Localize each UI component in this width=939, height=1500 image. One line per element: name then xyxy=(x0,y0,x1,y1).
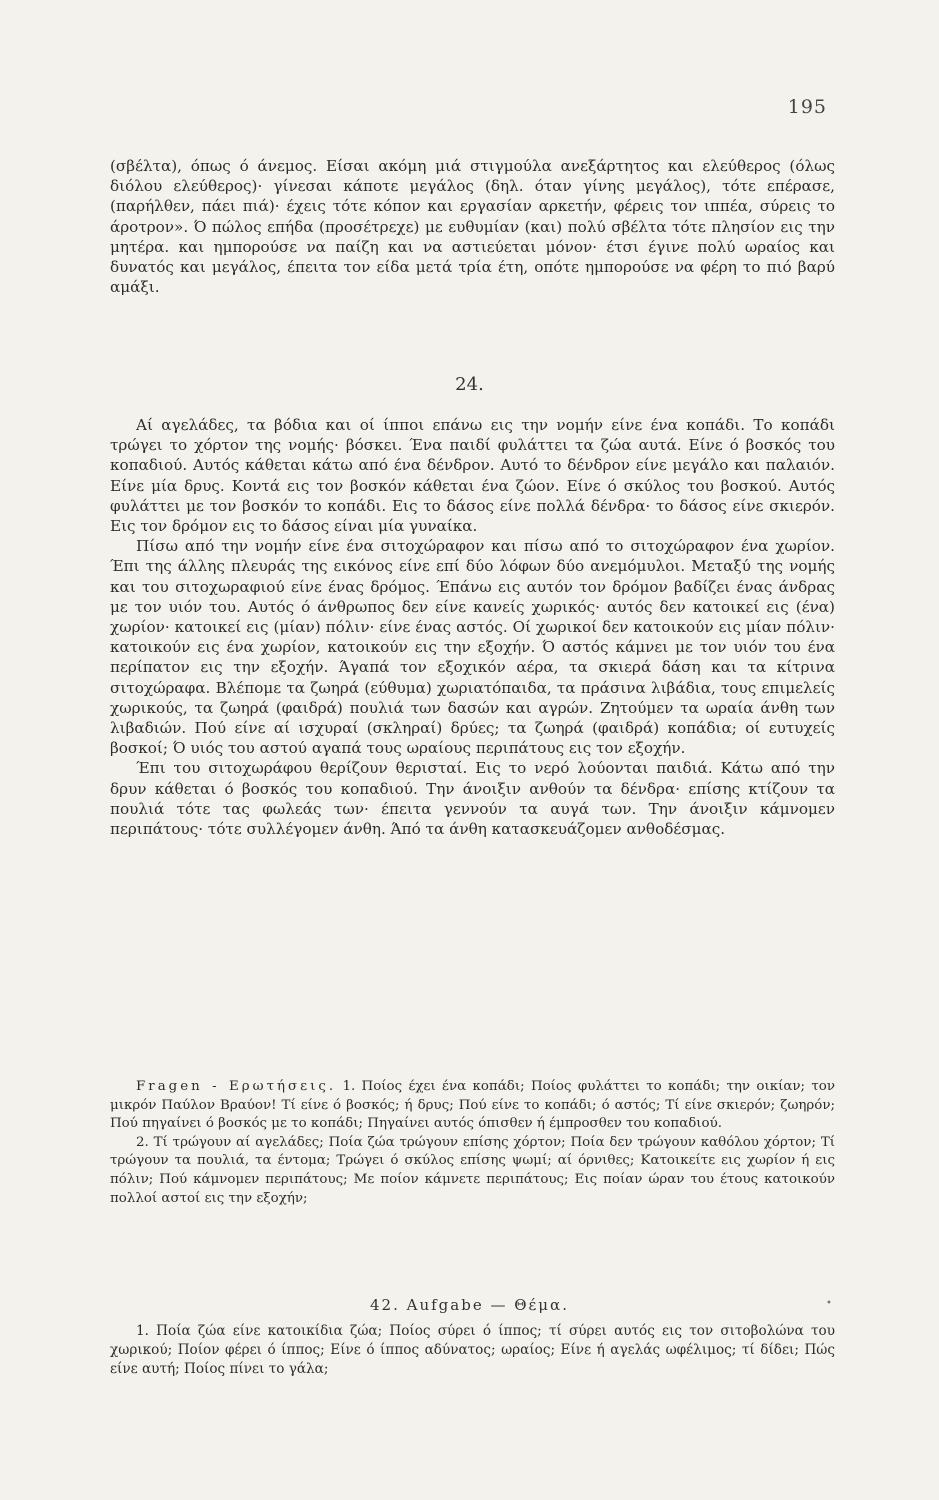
lesson-paragraph: Έπι του σιτοχωράφου θερίζουν θερισταί. Εις το νερό λούονται παιδιά. Κάτω από την δρυν κάθεται ό βοσκός του κοπαδιού. Την άνοιξιν ανθούν τα δένδρα· επίσης κτίζουν τα πουλιά τότε τας φωλεάς των· έπειτα γεννούν τα αυγά των. Την άνοιξιν κάμνομεν περιπάτους· τότε συλλέγομεν άνθη. Άπό τα άνθη κατασκευάζομεν ανθοδέσμας. xyxy=(110,759,835,839)
section-number: 24. xyxy=(455,374,484,395)
lesson-paragraph: Αί αγελάδες, τα βόδια και οί ίπποι επάνω εις την νομήν είνε ένα κοπάδι. Το κοπάδι τρώγει το χόρτον της νομής· βόσκει. Ένα παιδί φυλάττει τα ζώα αυτά. Είνε ό βοσκός του κοπαδιού. Αυτός κάθεται κάτω από ένα δένδρον. Αυτό το δένδρον είνε μεγάλο και παλαιόν. Είνε μία δρυς. Κοντά εις τον βοσκόν κάθεται ένα ζώον. Είνε ό σκύλος του βοσκού. Αυτός φυλάττει με τον βοσκόν το κοπάδι. Εις το δάσος είνε πολλά δένδρα· το δάσος είνε σκιερόν. Εις τον δρόμον εις το δάσος είναι μία γυναίκα. xyxy=(110,416,835,536)
lesson-paragraph: Πίσω από την νομήν είνε ένα σιτοχώραφον και πίσω από το σιτοχώραφον ένα χωρίον. Έπι της άλλης πλευράς της εικόνος είνε επί δύο λόφων δύο ανεμόμυλοι. Μεταξύ της νομής και του σιτοχωραφιού είνε ένας δρόμος. Έπάνω εις αυτόν τον δρόμον βαδίζει ένας άνδρας με τον υιόν του. Αυτός ό άνθρωπος δεν είνε κανείς χωρικός· αυτός δεν κατοικεί εις (ένα) χωρίον· κατοικεί εις (μίαν) πόλιν· είνε ένας αστός. Οί χωρικοί δεν κατοικούν εις μίαν πόλιν· κατοικούν εις ένα χωρίον, κατοικούν εις την εξοχήν. Ό αστός κάμνει με τον υιόν του ένα περίπατον εις την εξοχήν. Άγαπά τον εξοχικόν αέρα, τα σκιερά δάση και τα κίτρινα σιτοχώραφα. Βλέπομε τα ζωηρά (εύθυμα) χωριατόπαιδα, τα πράσινα λιβάδια, τους επιμελείς χωρικούς, τα ζωηρά (φαιδρά) πουλιά των δασών και αγρών. Ζητούμεν τα ωραία άνθη των λιβαδιών. Πού είνε αί ισχυραί (σκληραί) δρύες; τα ζωηρά (φαιδρά) κοπάδια; οί ευτυχείς βοσκοί; Ό υιός του αστού αγαπά τους ωραίους περιπάτους εις τον εξοχήν. xyxy=(110,537,835,758)
ink-dot-icon: • xyxy=(826,1298,832,1309)
lesson-text xyxy=(110,415,835,839)
task-block xyxy=(110,1322,835,1379)
aufgabe-heading: 42. Aufgabe — Θέμα. xyxy=(370,1296,569,1314)
page-number: 195 xyxy=(787,96,827,118)
questions-title: Fragen - Ερωτήσεις. xyxy=(136,1079,337,1094)
intro-paragraph-block xyxy=(110,156,835,297)
questions-first xyxy=(110,1078,835,1134)
questions-block xyxy=(110,1078,835,1208)
task-text: 1. Ποία ζώα είνε κατοικίδια ζώα; Ποίος σύρει ό ίππος; τί σύρει αυτός εις τον σιτοβολώνα του χωρικού; Ποίον φέρει ό ίππος; Είνε ό ίππος αδύνατος; ωραίος; Είνε ή αγελάς ωφέλιμος; τί δίδει; Πώς είνε αυτή; Ποίος πίνει το γάλα; xyxy=(110,1323,835,1377)
question-item: 2. Τί τρώγουν αί αγελάδες; Ποία ζώα τρώγουν επίσης χόρτον; Ποία δεν τρώγουν καθόλου χόρτον; Τί τρώγουν τα πουλιά, τα έντομα; Τρώγει ό σκύλος επίσης ψωμί; αί όρνιθες; Κατοικείτε εις χωρίον ή εις πόλιν; Πού κάμνομεν περιπάτους; Με ποίον κάμνετε περιπάτους; Εις ποίαν ώραν του έτους κατοικούν πολλοί αστοί εις την εξοχήν; xyxy=(110,1134,835,1206)
intro-paragraph: (σβέλτα), όπως ό άνεμος. Είσαι ακόμη μιά στιγμούλα ανεξάρτητος και ελεύθερος (όλως διόλου ελεύθερος)· γίνεσαι κάποτε μεγάλος (δηλ. όταν γίνης μεγάλος), τότε επέρασε, (παρήλθεν, πάει πιά)· έχεις τότε κόπον και εργασίαν αρκετήν, φέρεις τον ιππέα, σύρεις το άροτρον». Ό πώλος επήδα (προσέτρεχε) με ευθυμίαν (και) πολύ σβέλτα τότε πλησίον εις την μητέρα. και ημπορούσε να παίζη και να αστιεύεται μόνον· έτσι έγινε πολύ ωραίος και δυνατός και μεγάλος, έπειτα τον είδα μετά τρία έτη, οπότε ημπορούσε να φέρη το πιό βαρύ αμάξι. xyxy=(110,157,835,297)
question-item: 1. Ποίος έχει ένα κοπάδι; Ποίος φυλάττει το κοπάδι; την οικίαν; τον μικρόν Παύλον Βραύον! Τί είνε ό βοσκός; ή δρυς; Πού είνε το κοπάδι; ό αστός; Τί είνε σκιερόν; ζωηρόν; Πού πηγαίνει ό βοσκός με το κοπάδι; Πηγαίνει αυτός όπισθεν ή έμπροσθεν του κοπαδιού. xyxy=(110,1079,835,1132)
